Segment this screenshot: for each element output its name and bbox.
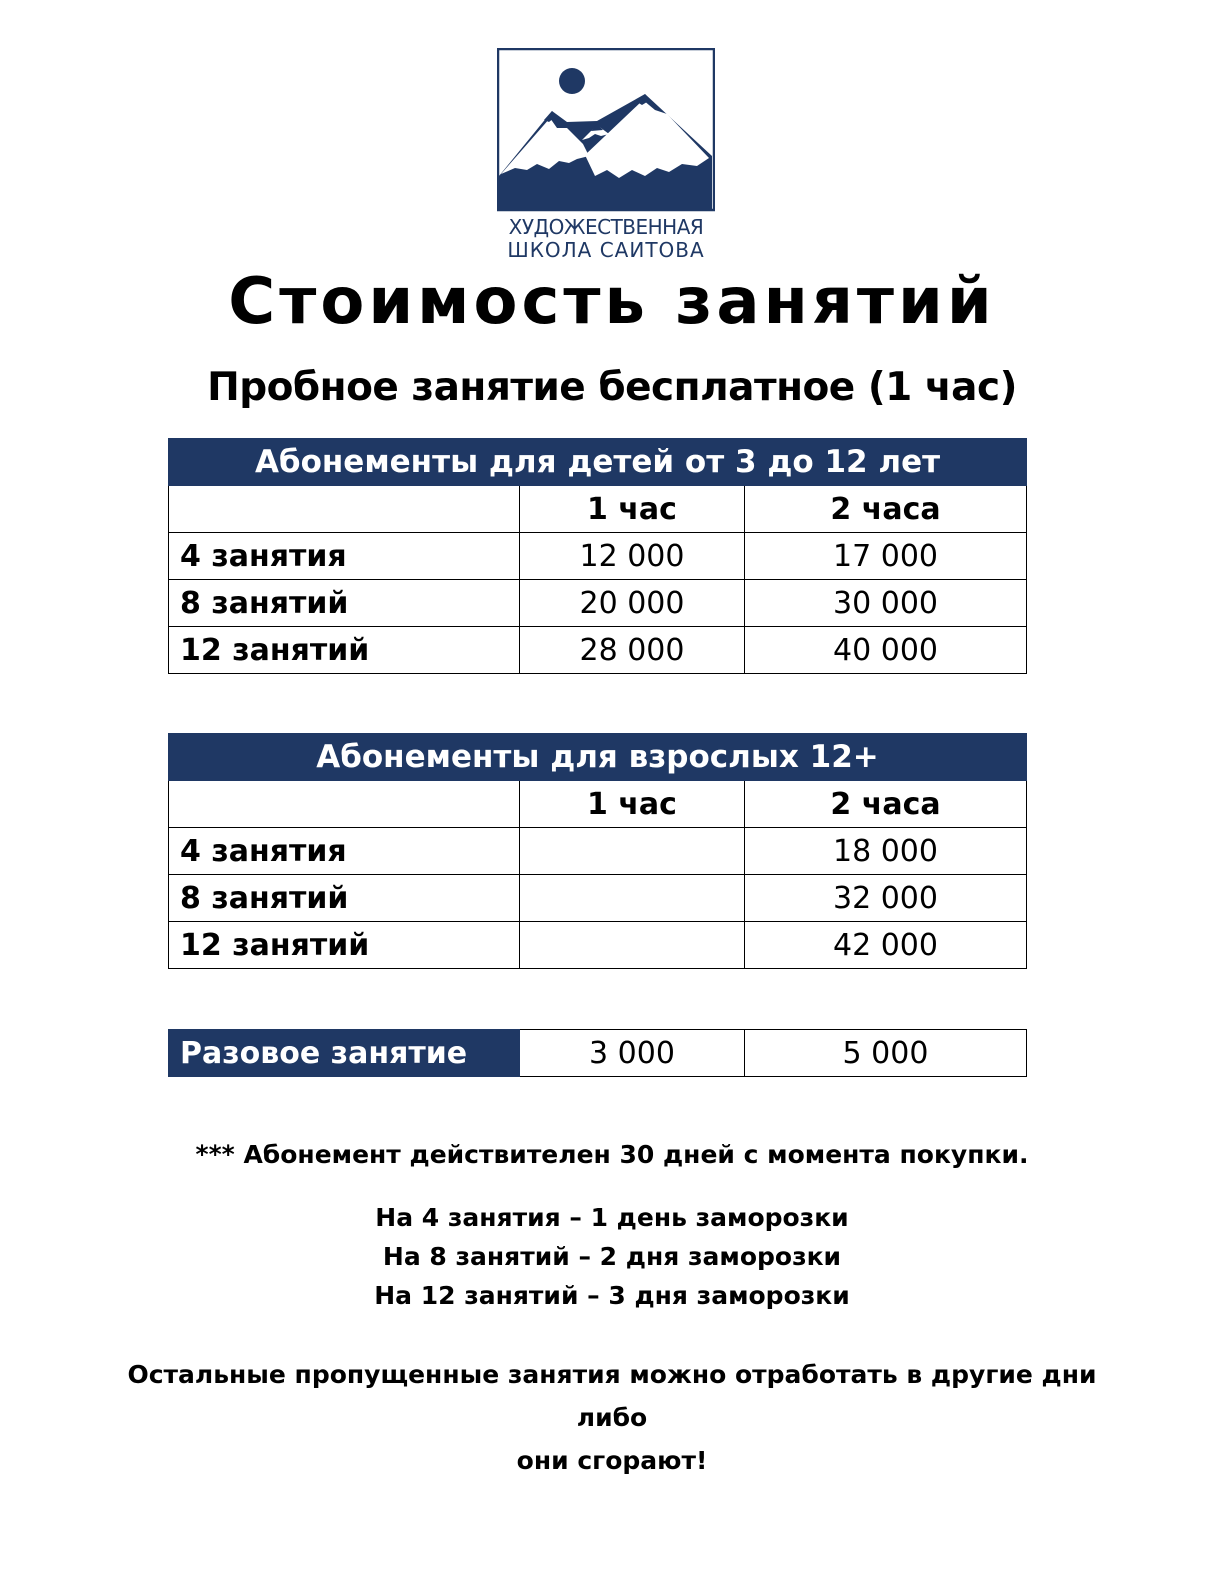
empty-cell: [169, 486, 520, 533]
price-cell: 3 000: [520, 1030, 745, 1077]
validity-note: *** Абонемент действителен 30 дней с момента покупки.: [195, 1140, 1029, 1169]
row-label: 8 занятий: [169, 875, 520, 922]
row-label: 8 занятий: [169, 580, 520, 627]
kids-price-table: [168, 438, 1027, 674]
price-cell: 40 000: [745, 627, 1027, 674]
single-lesson-label: Разовое занятие: [169, 1030, 520, 1077]
freeze-line: На 8 занятий – 2 дня заморозки: [382, 1242, 842, 1271]
table-row: [169, 828, 1027, 875]
table-row: [169, 781, 1027, 828]
page-subtitle: Пробное занятие бесплатное (1 час): [207, 365, 1017, 410]
price-cell: 5 000: [745, 1030, 1027, 1077]
table-row: [169, 533, 1027, 580]
table-row: [169, 1030, 1027, 1077]
price-cell: 32 000: [745, 875, 1027, 922]
price-cell: 30 000: [745, 580, 1027, 627]
freeze-line: На 4 занятия – 1 день заморозки: [375, 1203, 849, 1232]
logo-line-1: ХУДОЖЕСТВЕННАЯ: [508, 215, 704, 239]
table-row: [169, 922, 1027, 969]
kids-table-header: Абонементы для детей от 3 до 12 лет: [169, 439, 1027, 486]
price-cell: [520, 922, 745, 969]
price-cell: 20 000: [520, 580, 745, 627]
column-header-2h: 2 часа: [745, 781, 1027, 828]
adults-table-header: Абонементы для взрослых 12+: [169, 734, 1027, 781]
price-cell: 12 000: [520, 533, 745, 580]
column-header-1h: 1 час: [520, 486, 745, 533]
table-row: [169, 486, 1027, 533]
price-cell: 18 000: [745, 828, 1027, 875]
freeze-line: На 12 занятий – 3 дня заморозки: [374, 1281, 850, 1310]
adults-price-table: [168, 733, 1027, 969]
mountains-sun-logo-icon: [497, 48, 715, 260]
row-label: 4 занятия: [169, 533, 520, 580]
price-cell: [520, 875, 745, 922]
table-row: [169, 580, 1027, 627]
school-logo: [497, 48, 715, 260]
column-header-2h: 2 часа: [745, 486, 1027, 533]
page-title: Стоимость занятий: [228, 265, 996, 339]
table-row: [169, 875, 1027, 922]
price-cell: 17 000: [745, 533, 1027, 580]
row-label: 12 занятий: [169, 922, 520, 969]
table-row: [169, 627, 1027, 674]
row-label: 12 занятий: [169, 627, 520, 674]
price-cell: [520, 828, 745, 875]
single-lesson-table: [168, 1029, 1027, 1077]
missed-line-2: они сгорают!: [516, 1446, 708, 1475]
logo-line-2: ШКОЛА САИТОВА: [507, 238, 705, 260]
row-label: 4 занятия: [169, 828, 520, 875]
missed-line-1: Остальные пропущенные занятия можно отработать в другие дни либо: [127, 1360, 1097, 1432]
missed-lessons-note: [100, 1353, 1124, 1482]
column-header-1h: 1 час: [520, 781, 745, 828]
price-cell: 28 000: [520, 627, 745, 674]
price-cell: 42 000: [745, 922, 1027, 969]
freeze-notes: [0, 1198, 1224, 1315]
empty-cell: [169, 781, 520, 828]
